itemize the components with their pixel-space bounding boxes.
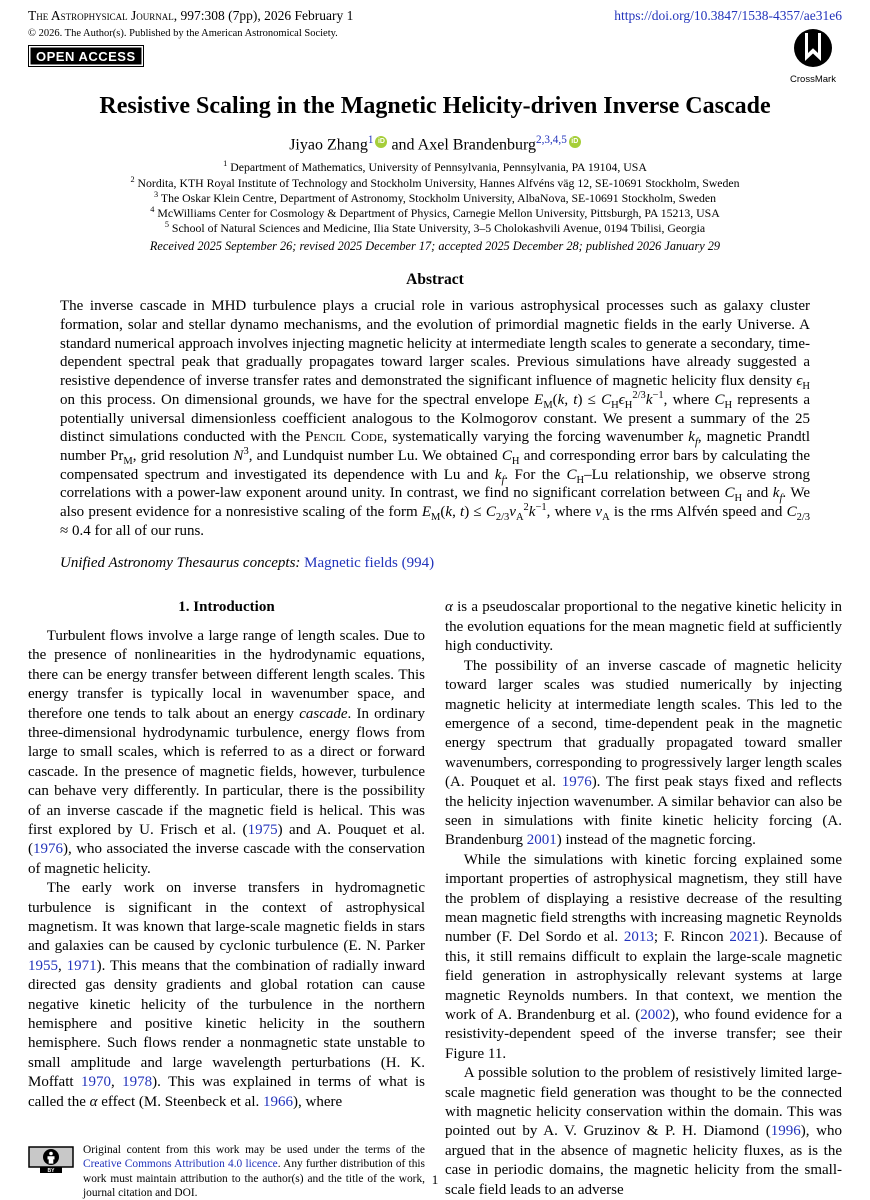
citation-link[interactable]: 2002 <box>640 1007 671 1024</box>
doi-link[interactable]: https://doi.org/10.3847/1538-4357/ae31e6 <box>614 8 842 23</box>
body-paragraph: While the simulations with kinetic forcing explained some important properties of astrophysical magnetism, they still have the problem of displaying a resistive decrease of the resulting mean magnetic field strengths with increasing magnetic Reynolds number (F. Del Sordo et al. 2013; F. Rincon 2021). Because of this, it still remains difficult to explain the large-scale magnetic field generation in astrophysically relevant systems at large magnetic Reynolds numbers. In that context, we mention the work of A. Brandenburg et al. (2002), who found evidence for a resistivity-dependent speed of the inverse transfer; see their Figure 11. <box>445 851 843 1062</box>
history-dates-line: Received 2025 September 26; revised 2025 December 17; accepted 2025 December 28; published 2026 January 29 <box>149 239 721 254</box>
open-access-badge: OPEN ACCESS <box>28 45 144 67</box>
paper-title: Resistive Scaling in the Magnetic Helicity-driven Inverse Cascade <box>99 93 771 119</box>
crossmark-logo[interactable] <box>784 28 842 85</box>
cc-license-link[interactable]: Creative Commons Attribution 4.0 licence <box>83 1158 278 1171</box>
citation-link[interactable]: 1971 <box>66 957 97 974</box>
two-column-body <box>0 598 870 1200</box>
page-header <box>0 0 870 85</box>
citation-link[interactable]: 1975 <box>247 821 278 838</box>
crossmark-label: CrossMark <box>790 74 836 85</box>
affiliation-line: $^2$ Nordita, KTH Royal Institute of Technology and Stockholm University, Hannes Alfvéns väg 12, SE-10691 Stockholm, Sweden <box>130 174 740 190</box>
citation-link[interactable]: 1976 <box>33 841 63 858</box>
citation-link[interactable]: 1978 <box>122 1074 153 1091</box>
affiliation-line: $^5$ School of Natural Sciences and Medicine, Ilia State University, 3–5 Cholokashvili Avenue, 0194 Tbilisi, Georgia <box>164 220 706 236</box>
copyright-line: © 2026. The Author(s). Published by the American Astronomical Society. <box>28 28 338 39</box>
citation-link[interactable]: 1966 <box>263 1093 293 1110</box>
citation-link[interactable]: 1955 <box>28 957 58 974</box>
body-paragraph: α is a pseudoscalar proportional to the negative kinetic helicity in the evolution equations for the mean magnetic field at sufficiently high conductivity. <box>445 599 842 655</box>
abstract-body: The inverse cascade in MHD turbulence plays a crucial role in various astrophysical processes such as galaxy cluster formation, solar and stellar dynamo mechanisms, and the evolution of primordial magnetic fields in the early Universe. A standard numerical approach involves injecting magnetic helicity at intermediate length scales to generate a secondary, time-dependent spectral peak that gradually propagates toward larger scales. Previous simulations have already suggested a resistive dependence of inverse transfer rates and demonstrated the significant influence of magnetic helicity flux density $\epsilon_H$ on this process. On dimensional grounds, we have for the spectral envelope $E_M(k$, $t) \le C_H\epsilon_H^{2/3}k^{-1}$, where $C_H$ represents a potentially universal dimensionless coefficient analogous to the Kolmogorov constant. We present a summary of the 25 distinct simulations conducted with the Pencil Code, systematically varying the forcing wavenumber $k_f$, magnetic Prandtl number $Pr_M$, grid resolution $N^3$, and Lundquist number Lu. We obtained $C_H$ and corresponding error bars by calculating the compensated spectrum and investigated its dependence with Lu and $k_f$. For the $C_H-Lu$ relationship, we observe strong correlations with a power-law exponent around unity. In contrast, we find no significant correlation between $C_H$ and $k_f$. We also present evidence for a nonresistive scaling of the form $E_M(k$, $t) \le C_{2/3}v_A^2k^{-1}$, where $v_A$ is the rms Alfvén speed and $C_{2/3} \approx 0.4$ for all of our runs. <box>60 298 810 539</box>
thesaurus-line: Unified Astronomy Thesaurus concepts: Magnetic fields (994) <box>60 555 435 572</box>
left-column <box>28 598 425 1200</box>
license-text: Original content from this work may be used under the terms of the Creative Commons Attribution 4.0 licence. Any further distribution of this work must maintain attribution to the author(s) and the title of the work, journal citation and DOI. <box>83 1144 425 1199</box>
citation-link[interactable]: 2021 <box>729 929 760 946</box>
crossmark-icon <box>793 55 833 72</box>
body-paragraph: The early work on inverse transfers in hydromagnetic turbulence is significant in the context of astrophysical magnetism. It was known that large-scale magnetic fields in stars and galaxies can be caused by cyclonic turbulence (E. N. Parker 1955, 1971). This means that the combination of radially inward directed gas density gradients and global rotation can cause negative kinetic helicity of the turbulence in the northern hemisphere and positive kinetic helicity in the southern hemisphere. Such flows render a nonmagnetic state unstable to small amplitude and large wavelength perturbations (H. K. Moffatt 1970, 1978). This was explained in terms of what is called the α effect (M. Steenbeck et al. 1966), where <box>28 880 425 1110</box>
affiliation-line: $^3$ The Oskar Klein Centre, Department of Astronomy, Stockholm University, AlbaNova, SE-10691 Stockholm, Sweden <box>154 189 716 205</box>
affiliation-line: $^4$ McWilliams Center for Cosmology & Department of Physics, Carnegie Mellon University, Pittsburgh, PA 15213, USA <box>150 205 720 220</box>
svg-text:BY: BY <box>47 1168 55 1174</box>
authors-line: Jiyao Zhang$^1$ iD and Axel Brandenburg$^{2,3,4,5}$ iD <box>0 136 870 154</box>
citation-link[interactable]: 1996 <box>770 1123 801 1140</box>
section-heading-introduction: 1. Introduction <box>178 599 275 616</box>
author2-affiliation-ref[interactable]: 2,3,4,5 <box>536 134 567 146</box>
body-paragraph: A possible solution to the problem of resistively limited large-scale magnetic field generation was thought to be the connected with magnetic helicity conservation within the domain. This was pointed out by A. V. Gruzinov & P. H. Diamond (1996), who argued that in the absence of magnetic helicity fluxes, as is the case in periodic domains, the magnetic helicity from the small-scale field leads to an adverse <box>445 1065 842 1198</box>
right-column <box>445 598 842 1200</box>
affiliations-block <box>0 160 870 236</box>
orcid-icon[interactable]: iD <box>569 136 581 148</box>
citation-link[interactable]: 1976 <box>561 774 592 791</box>
journal-citation-line: The Astrophysical Journal, 997:308 (7pp), 2026 February 1 <box>28 8 354 23</box>
citation-link[interactable]: 2001 <box>526 832 557 849</box>
orcid-icon[interactable]: iD <box>375 136 387 148</box>
thesaurus-concept-link[interactable]: Magnetic fields (994) <box>304 555 435 572</box>
body-paragraph: Turbulent flows involve a large range of length scales. Due to the presence of nonlinearities in the hydrodynamic equations, there can be energy transfer between different length scales. This energy transfer is typically local in wavenumber space, and therefore one tends to talk about an energy cascade. In ordinary three-dimensional hydrodynamic turbulence, energy flows from large to small scales, which is referred to as a direct or forward cascade. In the presence of magnetic fields, however, turbulence can behave very differently. In particular, there is the possibility of an inverse cascade if the magnetic field is helical. This was first explored by U. Frisch et al. (1975) and A. Pouquet et al. (1976), who associated the inverse cascade with the conservation of magnetic helicity. <box>28 627 425 877</box>
author1-affiliation-ref[interactable]: 1 <box>367 134 374 146</box>
affiliation-line: $^1$ Department of Mathematics, University of Pennsylvania, Pennsylvania, PA 19104, USA <box>223 159 647 175</box>
citation-link[interactable]: 2013 <box>623 929 654 946</box>
page-number: 1 <box>431 1172 439 1187</box>
abstract-heading: Abstract <box>406 271 464 289</box>
citation-link[interactable]: 1970 <box>80 1074 111 1091</box>
body-paragraph: The possibility of an inverse cascade of magnetic helicity toward larger scales was studied numerically by injecting magnetic helicity at intermediate length scales. This led to the emergence of a second, time-dependent peak in the magnetic energy spectrum that gradually propagated toward smaller wavenumbers, corresponding to progressively larger length scales (A. Pouquet et al. 1976). The first peak stays fixed and reflects the helicity injection wavenumber. A similar behavior can also be seen in simulations with finite kinetic helicity forcing (A. Brandenburg 2001) instead of the magnetic forcing. <box>445 657 842 849</box>
